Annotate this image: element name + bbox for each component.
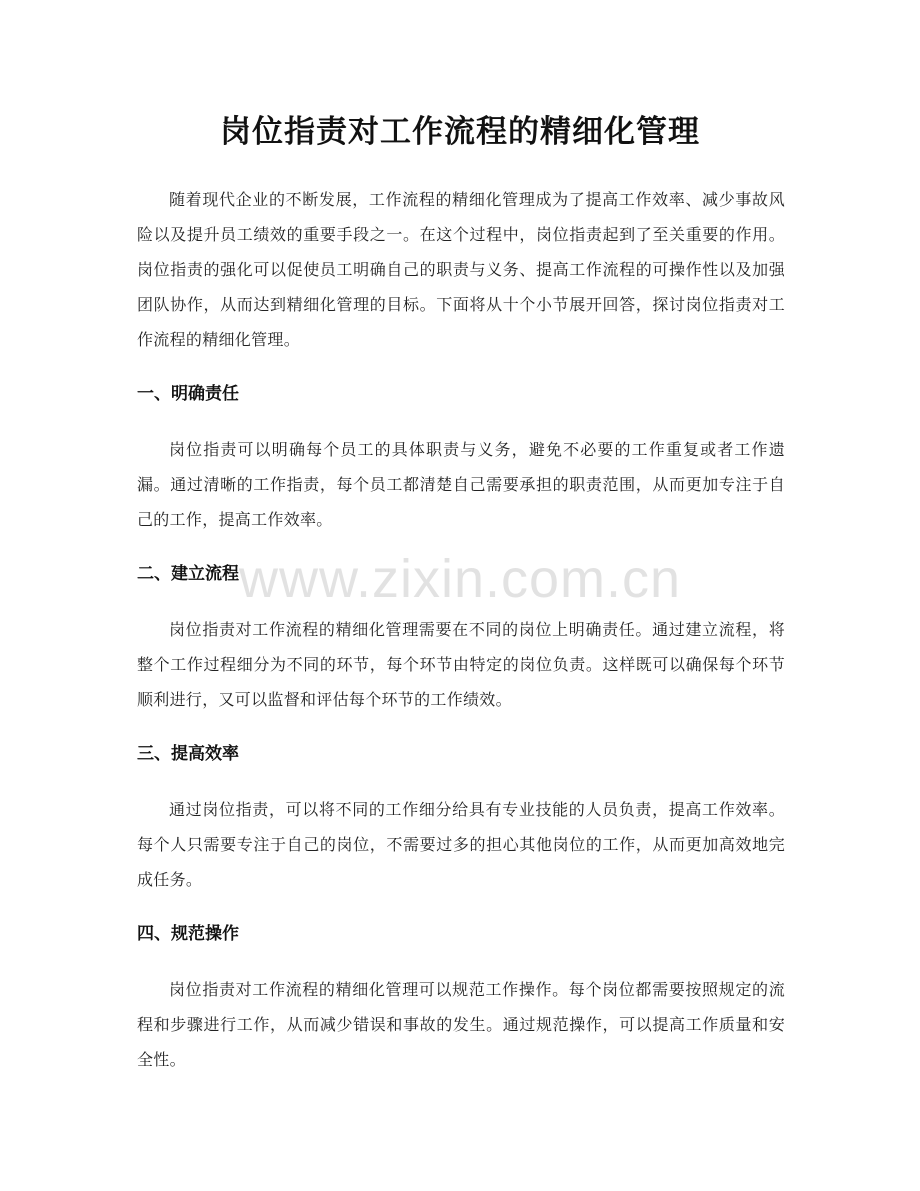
document-body — [137, 182, 785, 1097]
section-paragraph-2: 岗位指责对工作流程的精细化管理需要在不同的岗位上明确责任。通过建立流程，将整个工作过程细分为不同的环节，每个环节由特定的岗位负责。这样既可以确保每个环节顺利进行，又可以监督和评估每个环节的工作绩效。 — [137, 620, 785, 709]
intro-paragraph: 随着现代企业的不断发展，工作流程的精细化管理成为了提高工作效率、减少事故风险以及提升员工绩效的重要手段之一。在这个过程中，岗位指责起到了至关重要的作用。岗位指责的强化可以促使员工明确自己的职责与义务、提高工作流程的可操作性以及加强团队协作，从而达到精细化管理的目标。下面将从十个小节展开回答，探讨岗位指责对工作流程的精细化管理。 — [137, 190, 785, 349]
section-heading-1: 一、明确责任 — [137, 384, 239, 404]
document-title: 岗位指责对工作流程的精细化管理 — [220, 114, 700, 150]
section-heading-2: 二、建立流程 — [137, 564, 239, 584]
section-paragraph-1: 岗位指责可以明确每个员工的具体职责与义务，避免不必要的工作重复或者工作遗漏。通过清晰的工作指责，每个员工都清楚自己需要承担的职责范围，从而更加专注于自己的工作，提高工作效率。 — [137, 440, 785, 529]
section-heading-4: 四、规范操作 — [137, 924, 239, 944]
watermark: www.zixin.com.cn — [238, 549, 682, 609]
section-paragraph-4: 岗位指责对工作流程的精细化管理可以规范工作操作。每个岗位都需要按照规定的流程和步骤进行工作，从而减少错误和事故的发生。通过规范操作，可以提高工作质量和安全性。 — [137, 980, 785, 1069]
section-heading-3: 三、提高效率 — [137, 744, 239, 764]
section-paragraph-3: 通过岗位指责，可以将不同的工作细分给具有专业技能的人员负责，提高工作效率。每个人只需要专注于自己的岗位，不需要过多的担心其他岗位的工作，从而更加高效地完成任务。 — [137, 800, 785, 889]
